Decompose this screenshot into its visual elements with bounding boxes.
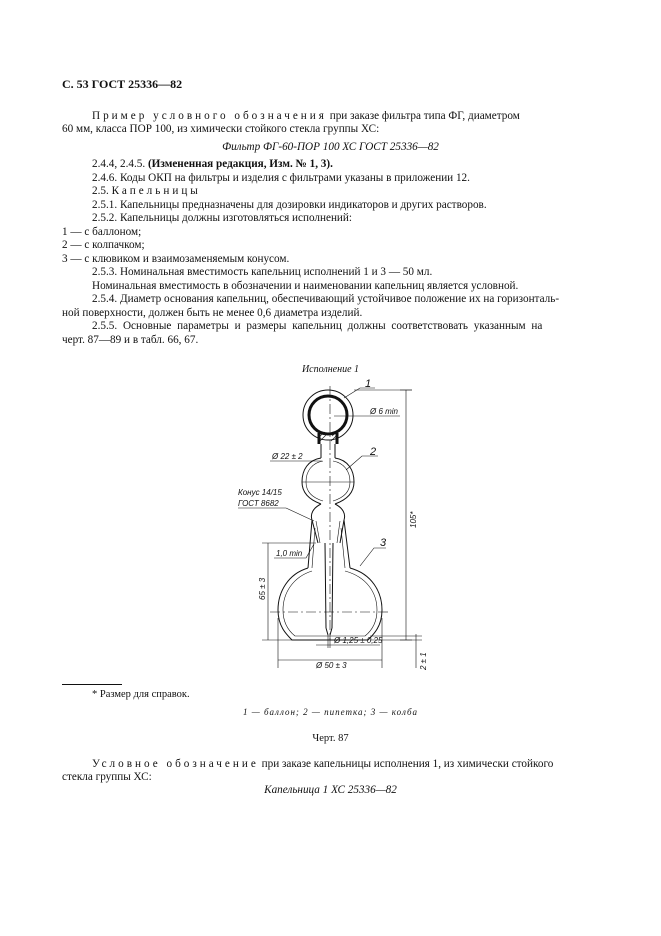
closing-line-1 [92,758,553,771]
flask-neck-wall [312,528,345,568]
dim-wall-label: 1,0 min [276,549,303,558]
cone [312,520,344,543]
intro-rest: при заказе фильтра типа ФГ, диаметром [326,110,520,122]
closing-spaced: Условное обозначение [92,758,259,770]
cone-label-2: ГОСТ 8682 [238,499,279,508]
dim-base-label: 2 ± 1 [419,652,428,670]
dim-65-label: 65 ± 3 [258,577,267,600]
para-2-4-4-bold: (Измененная редакция, Изм. № 1, 3). [147,158,333,170]
variant-1: 1 — с баллоном; [62,226,142,238]
cone-label-1: Конус 14/15 [238,488,282,497]
callout-1: 1 [365,378,372,390]
dropper-drawing [230,378,440,678]
footnote: * Размер для справок. [92,689,190,700]
pipette-upper [321,444,335,458]
para-2-5-5-line-1: 2.5.5. Основные параметры и размеры капельниц должны соответствовать указанным на [92,320,543,332]
para-2-5-5-line-2: черт. 87—89 и в табл. 66, 67. [62,334,199,346]
pipette-bulb [302,458,354,504]
para-2-5-3: 2.5.3. Номинальная вместимость капельниц исполнений 1 и 3 — 50 мл. [92,266,433,278]
para-2-5-title: Капельницы [111,185,201,197]
filter-designation: Фильтр ФГ-60-ПОР 100 ХС ГОСТ 25336—82 [222,141,439,153]
para-2-5-3-note: Номинальная вместимость в обозначении и наименовании капельниц является условной. [92,280,519,292]
para-2-5-num: 2.5. [92,185,112,197]
para-2-5-2: 2.5.2. Капельницы должны изготовляться исполнений: [92,212,353,224]
intro-spaced: Пример условного обозначения [92,110,327,122]
callout-2: 2 [370,446,377,458]
leader-cone [238,508,314,521]
leader-3 [360,548,386,566]
page-header: С. 53 ГОСТ 25336—82 [62,77,183,91]
figure-title: Исполнение 1 [301,364,360,375]
pipette-tip [326,628,332,635]
dim-105-label: 105* [409,511,418,528]
variant-3: 3 — с клювиком и взаимозаменяемым конусом. [62,253,290,265]
intro-line-2: 60 мм, класса ПОР 100, из химически стойкого стекла группы ХС: [62,123,380,135]
closing-rest: при заказе капельницы исполнения 1, из химически стойкого [258,758,554,770]
dropper-designation: Капельница 1 ХС 25336—82 [264,784,397,796]
cone-inner [316,521,340,543]
para-2-5-1: 2.5.1. Капельницы предназначены для дозировки индикаторов и других растворов. [92,199,487,211]
para-2-5-4-line-1: 2.5.4. Диаметр основания капельниц, обеспечивающий устойчивое положение их на горизонталь- [92,293,560,305]
closing-line-2: стекла группы ХС: [62,771,152,783]
intro-line-1 [92,110,520,123]
figure-caption: Черт. 87 [312,733,349,744]
callout-3: 3 [380,537,387,549]
para-2-5 [92,185,201,198]
figure-legend: 1 — баллон; 2 — пипетка; 3 — колба [242,707,419,717]
footnote-rule [62,684,122,685]
pipette-stem [325,543,333,628]
bulb-inner [309,396,347,434]
dim-50-label: Ø 50 ± 3 [316,661,347,670]
dim-tip-label: Ø 1,25 ± 0,25 [334,636,383,645]
variant-2: 2 — с колпачком; [62,239,145,251]
pipette-neck [311,504,344,520]
para-2-4-4-lead: 2.4.4, 2.4.5. [92,158,148,170]
para-2-4-6: 2.4.6. Коды ОКП на фильтры и изделия с фильтрами указаны в приложении 12. [92,172,470,184]
pipette-bulb-inner [306,461,350,501]
dim-dmin-label: Ø 6 min [370,407,399,416]
para-2-5-4-line-2: ной поверхности, должен быть не менее 0,6 диаметра изделий. [62,307,363,319]
para-2-4-4 [92,158,333,171]
dim-d22-label: Ø 22 ± 2 [272,452,303,461]
